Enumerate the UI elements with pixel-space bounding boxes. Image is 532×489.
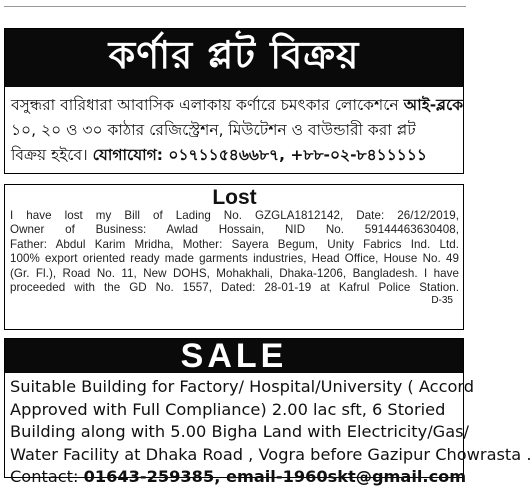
ad-line	[10, 466, 467, 489]
ad-line: I have lost my Bill of Lading No. GZGLA1812142, Date: 26/12/2019,	[10, 209, 459, 222]
ad-title: কর্ণার প্লট বিক্রয়	[5, 29, 463, 87]
ad-lost-notice	[4, 184, 464, 330]
ad-bold-text: আই-ব্লকে	[403, 96, 464, 114]
ad-corner-plot-sale	[4, 28, 464, 174]
ad-line: proceeded with the GD No. 1557, Dated: 28-01-19 at Kafrul Police Station.	[10, 281, 459, 295]
ad-line: ১০, ২০ ও ৩০ কাঠার রেজিস্ট্রেশন, মিউটেশন ও বাউন্ডারী করা প্লট	[11, 121, 416, 139]
ad-body	[10, 209, 459, 295]
ad-line: Suitable Building for Factory/ Hospital/University ( Accord	[10, 377, 475, 396]
ad-body	[5, 87, 463, 168]
ad-line: Owner of Business: Awlad Hossain, NID No. 59144463630408,	[10, 223, 459, 237]
ad-line: Father: Abdul Karim Mridha, Mother: Sayera Begum, Unity Fabrics Ind. Ltd.	[10, 237, 459, 251]
ad-line: 100% export oriented ready made garments industries, Head Office, House No. 49	[10, 252, 459, 266]
ad-line	[11, 143, 457, 168]
ad-line: Water Facility at Dhaka Road , Vogra before Gazipur Chowrasta .	[10, 444, 532, 464]
ad-building-sale	[4, 336, 532, 486]
ad-text: বসুন্ধরা বারিধারা আবাসিক এলাকায় কর্ণারে চমৎকার লোকেশনে	[11, 96, 404, 114]
ad-text: বিক্রয় হইবে।	[11, 146, 93, 164]
top-rule	[4, 6, 466, 7]
ad-line: (Gr. Fl.), Road No. 11, New DOHS, Mohakhali, Dhaka-1206, Bangladesh. I have	[10, 266, 459, 280]
ad-body	[5, 373, 532, 489]
ad-contact: যোগাযোগ: ০১৭১১৫৪৬৬৮৭, +৮৮-০২-৮৪১১১১১	[92, 146, 427, 164]
ad-line: Building along with 5.00 Bigha Land with Electricity/Gas/	[10, 422, 470, 441]
contact-label: Contact:	[10, 467, 84, 486]
ad-title: Lost	[212, 186, 257, 209]
ad-contact: 01643-259385, email-1960skt@gmail.com	[83, 467, 467, 486]
ad-line: Approved with Full Compliance) 2.00 lac sft, 6 Storied	[10, 399, 446, 419]
ad-code: D-35	[431, 295, 453, 307]
ad-title: SALE	[5, 339, 463, 373]
ad-line	[11, 93, 464, 118]
